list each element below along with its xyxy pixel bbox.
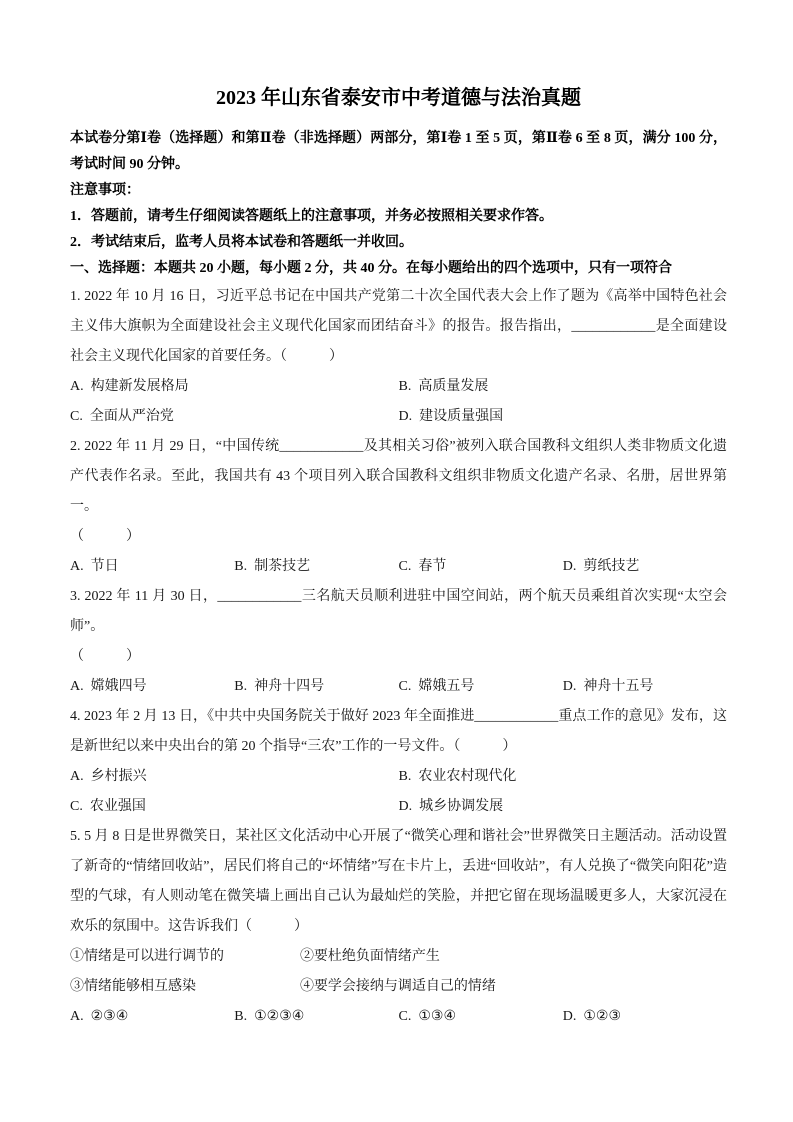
question-1 <box>70 282 727 432</box>
front-matter <box>70 126 727 282</box>
question-5-option-b <box>234 1002 398 1032</box>
option-text: 农业强国 <box>89 799 146 814</box>
question-5 <box>70 822 727 1032</box>
question-2-option-c <box>399 552 563 582</box>
option-label: C. <box>398 559 412 574</box>
option-label: C. <box>70 799 83 814</box>
exam-title: 2023 年山东省泰安市中考道德与法治真题 <box>216 87 581 109</box>
question-1-stem: 1. 2022 年 10 月 16 日，习近平总书记在中国共产党第二十次全国代表大会上作了题为《高举中国特色社会主义伟大旗帜为全面建设社会主义现代化国家而团结奋斗》的报告。报告指出，____________是全面建设社会主义现代化国家的首要任务。（ ） <box>70 289 727 364</box>
option-text: 制茶技艺 <box>254 559 311 574</box>
question-2-option-b <box>234 552 398 582</box>
question-5-options <box>70 1002 727 1032</box>
question-1-option-b <box>399 372 728 402</box>
option-label: B. <box>234 679 248 694</box>
question-2 <box>70 432 727 582</box>
notice-heading: 注意事项： <box>70 183 140 198</box>
question-3-stem: 3. 2022 年 11 月 30 日，____________三名航天员顺利进驻中国空间站，两个航天员乘组首次实现“太空会师”。 <box>70 589 727 634</box>
notice-item-1: 1．答题前，请考生仔细阅读答题纸上的注意事项，并务必按照相关要求作答。 <box>70 209 553 224</box>
option-label: A. <box>70 1009 84 1024</box>
question-3-option-a <box>70 672 234 702</box>
option-text: 高质量发展 <box>418 379 489 394</box>
question-3 <box>70 582 727 702</box>
question-4-option-b <box>399 762 728 792</box>
option-text: 构建新发展格局 <box>90 379 189 394</box>
option-text: 城乡协调发展 <box>419 799 504 814</box>
option-text: 春节 <box>418 559 447 574</box>
option-label: A. <box>70 379 84 394</box>
question-3-answer-paren: （ ） <box>70 649 140 664</box>
option-text: 嫦娥五号 <box>418 679 475 694</box>
option-label: D. <box>398 799 413 814</box>
question-2-stem: 2. 2022 年 11 月 29 日，“中国传统____________及其相关习俗”被列入联合国教科文组织人类非物质文化遗产代表作名录。至此，我国共有 43 个项目列入联合国教科文组织非物质文化遗产名录、名册，居世界第一。 <box>70 439 727 514</box>
questions-list <box>70 282 727 1032</box>
option-text: 神舟十五号 <box>583 679 654 694</box>
question-1-option-c <box>70 402 399 432</box>
option-label: A. <box>70 679 84 694</box>
question-4-option-c <box>70 792 399 822</box>
question-3-option-b <box>234 672 398 702</box>
statement-1: ①情绪是可以进行调节的 <box>70 949 224 964</box>
question-4 <box>70 702 727 822</box>
question-3-option-c <box>399 672 563 702</box>
option-label: B. <box>234 559 248 574</box>
option-label: D. <box>398 409 413 424</box>
question-1-options <box>70 372 727 432</box>
option-text: 嫦娥四号 <box>90 679 147 694</box>
option-label: C. <box>70 409 83 424</box>
statement-2: ②要杜绝负面情绪产生 <box>299 949 440 964</box>
question-1-option-a <box>70 372 399 402</box>
question-4-options <box>70 762 727 822</box>
option-label: A. <box>70 559 84 574</box>
option-text: 乡村振兴 <box>90 769 147 784</box>
question-5-option-a <box>70 1002 234 1032</box>
question-4-option-a <box>70 762 399 792</box>
preamble: 本试卷分第Ⅰ卷（选择题）和第Ⅱ卷（非选择题）两部分，第Ⅰ卷 1 至 5 页，第Ⅱ卷 6 至 8 页，满分 100 分，考试时间 90 分钟。 <box>70 131 727 172</box>
option-text: 建设质量强国 <box>419 409 504 424</box>
statement-4: ④要学会接纳与调适自己的情绪 <box>299 979 496 994</box>
question-4-stem: 4. 2023 年 2 月 13 日，《中共中央国务院关于做好 2023 年全面推进____________重点工作的意见》发布，这是新世纪以来中央出台的第 20 个指导“三农”工作的一号文件。（ ） <box>70 709 727 754</box>
option-label: A. <box>70 769 84 784</box>
option-text: 全面从严治党 <box>89 409 174 424</box>
question-1-option-d <box>399 402 728 432</box>
option-text: 神舟十四号 <box>254 679 325 694</box>
option-text: ②③④ <box>90 1009 129 1024</box>
question-5-option-c <box>399 1002 563 1032</box>
section-heading: 一、选择题：本题共 20 小题，每小题 2 分，共 40 分。在每小题给出的四个选项中，只有一项符合 <box>70 261 672 276</box>
question-2-option-d <box>563 552 727 582</box>
option-label: C. <box>398 679 412 694</box>
option-text: 农业农村现代化 <box>418 769 517 784</box>
option-text: 节日 <box>90 559 119 574</box>
option-label: B. <box>234 1009 248 1024</box>
question-2-option-a <box>70 552 234 582</box>
question-2-options <box>70 552 727 582</box>
question-5-statements <box>70 942 727 1002</box>
question-4-option-d <box>399 792 728 822</box>
question-5-stem: 5. 5 月 8 日是世界微笑日，某社区文化活动中心开展了“微笑心理和谐社会”世界微笑日主题活动。活动设置了新奇的“情绪回收站”，居民们将自己的“坏情绪”写在卡片上，丢进“回收站”，有人兑换了“微笑向阳花”造型的气球，有人则动笔在微笑墙上画出自己认为最灿烂的笑脸，并把它留在现场温暖更多人，大家沉浸在欢乐的氛围中。这告诉我们（ ） <box>70 829 727 934</box>
option-label: B. <box>398 769 412 784</box>
option-label: D. <box>562 559 577 574</box>
option-label: D. <box>562 679 577 694</box>
option-label: B. <box>398 379 412 394</box>
statement-3: ③情绪能够相互感染 <box>70 979 196 994</box>
question-5-option-d <box>563 1002 727 1032</box>
notice-item-2: 2．考试结束后，监考人员将本试卷和答题纸一并收回。 <box>70 235 413 250</box>
question-2-answer-paren: （ ） <box>70 529 140 544</box>
option-text: ①③④ <box>418 1009 456 1024</box>
option-text: ①②③④ <box>254 1009 305 1024</box>
option-text: ①②③ <box>583 1009 622 1024</box>
option-label: D. <box>562 1009 577 1024</box>
question-3-option-d <box>563 672 727 702</box>
option-text: 剪纸技艺 <box>583 559 640 574</box>
question-3-options <box>70 672 727 702</box>
option-label: C. <box>398 1009 412 1024</box>
